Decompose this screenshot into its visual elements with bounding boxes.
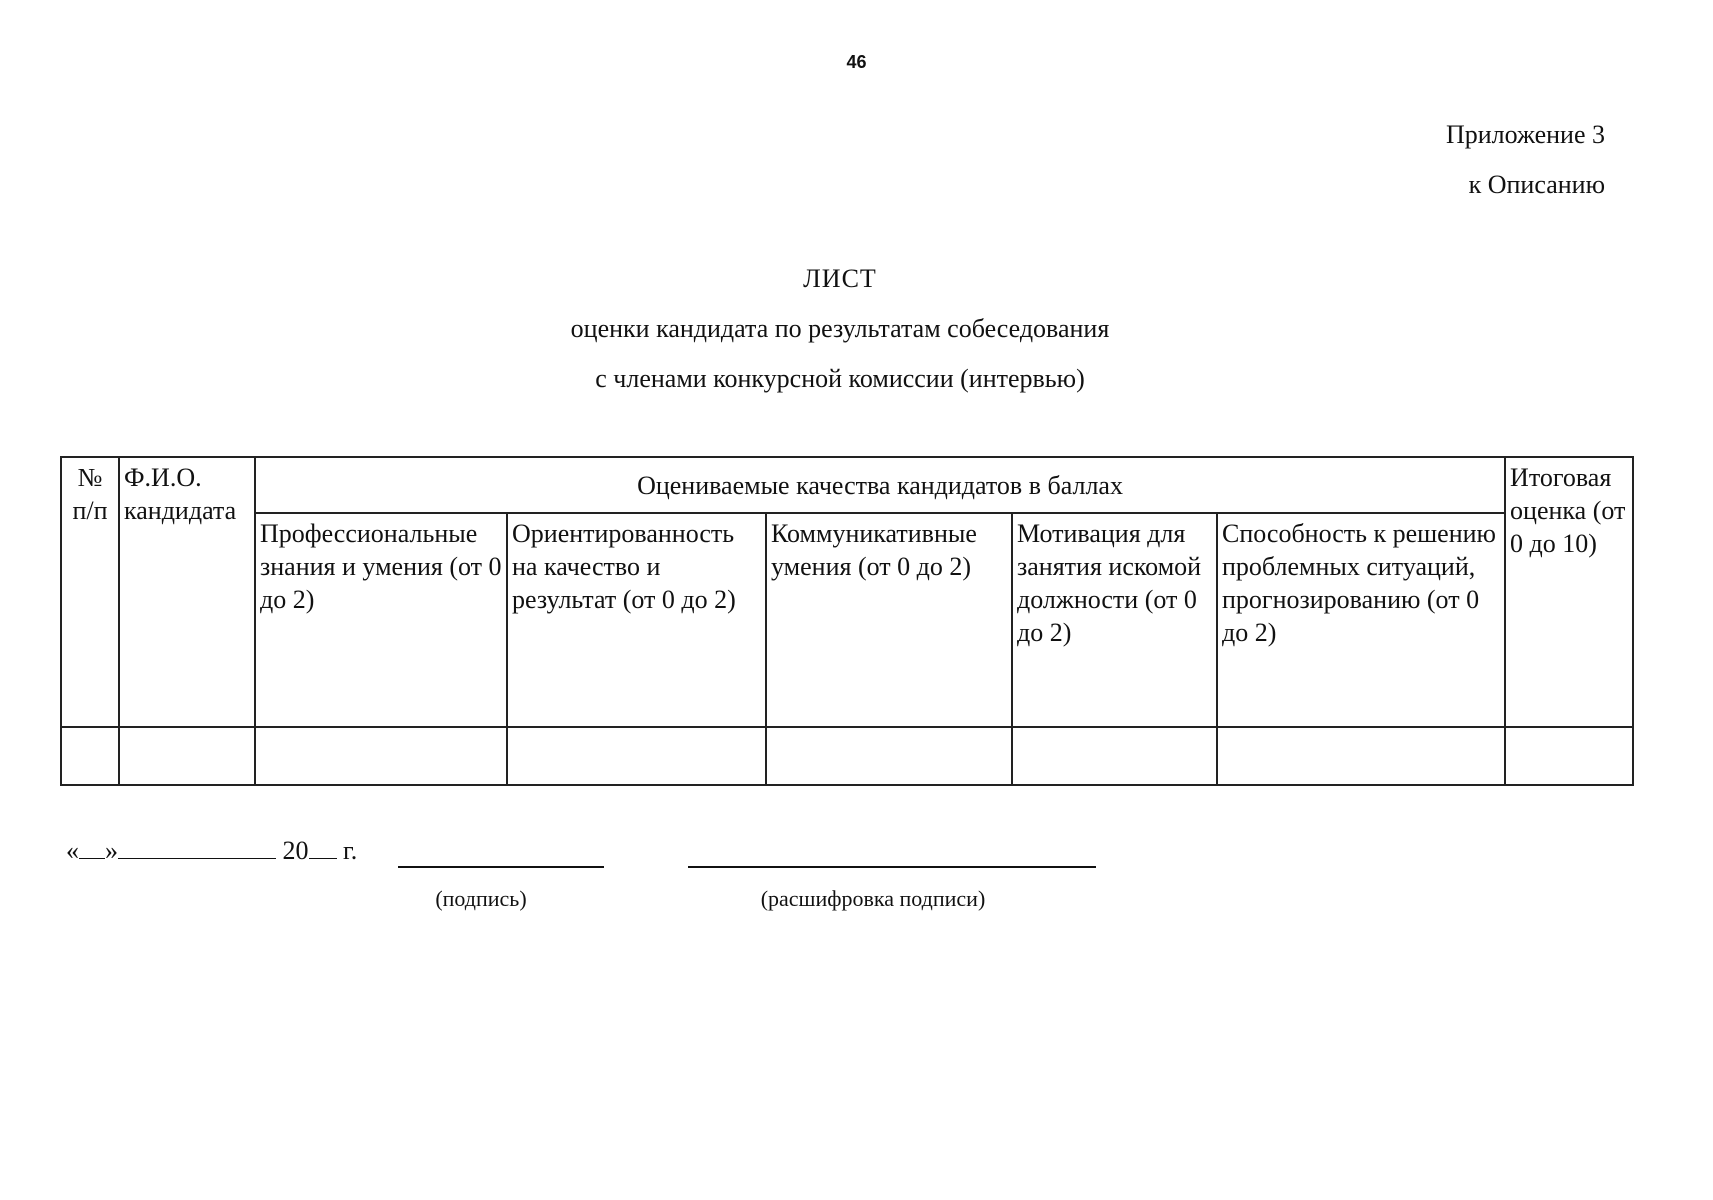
signature-footer: [0, 836, 1713, 916]
appendix-line-1: Приложение 3: [1445, 120, 1605, 149]
title-line-3: с членами конкурсной комиссии (интервью): [595, 364, 1085, 393]
criterion-motivation: Мотивация для занятия искомой должности (от 0 до 2): [1012, 513, 1217, 727]
criterion-quality-orientation: Ориентированность на качество и результат (от 0 до 2): [507, 513, 766, 727]
date-field: [66, 836, 357, 866]
month-blank: [118, 836, 276, 859]
header-row: [61, 457, 1633, 513]
day-blank: [79, 836, 105, 859]
signature-line: [398, 866, 604, 868]
criterion-problem-solving: Способность к решению проблемных ситуаций, прогнозированию (от 0 до 2): [1217, 513, 1505, 727]
column-total-header: Итоговая оценка (от 0 до 10): [1505, 457, 1633, 727]
column-name-header: Ф.И.О. кандидата: [119, 457, 255, 727]
criterion-professional-knowledge: Профессиональные знания и умения (от 0 до 2): [255, 513, 507, 727]
criteria-header-row: [61, 513, 1633, 727]
cell-problem-solving[interactable]: [1217, 727, 1505, 785]
cell-number[interactable]: [61, 727, 119, 785]
cell-professional-knowledge[interactable]: [255, 727, 507, 785]
title-line-2: оценки кандидата по результатам собеседования: [570, 314, 1110, 343]
year-prefix: 20: [282, 836, 309, 865]
page-number: 46: [846, 52, 867, 72]
cell-communication-skills[interactable]: [766, 727, 1012, 785]
document-title: [0, 254, 1680, 404]
appendix-line-2: к Описанию: [1468, 170, 1605, 199]
year-suffix: г.: [343, 836, 358, 865]
cell-total-score[interactable]: [1505, 727, 1633, 785]
criterion-communication-skills: Коммуникативные умения (от 0 до 2): [766, 513, 1012, 727]
cell-quality-orientation[interactable]: [507, 727, 766, 785]
qualities-group-header: Оцениваемые качества кандидатов в баллах: [255, 457, 1505, 513]
date-open-quote: «: [66, 836, 79, 865]
year-blank: [309, 836, 337, 859]
date-close-quote: »: [105, 836, 118, 865]
column-number-header: № п/п: [61, 457, 119, 727]
title-main: ЛИСТ: [803, 264, 877, 293]
decryption-line: [688, 866, 1096, 868]
decryption-caption: (расшифровка подписи): [760, 886, 986, 911]
evaluation-table: [60, 456, 1634, 786]
cell-motivation[interactable]: [1012, 727, 1217, 785]
table-row: [61, 727, 1633, 785]
signature-caption: (подпись): [435, 886, 527, 911]
appendix-note: [1446, 110, 1605, 210]
cell-candidate-name[interactable]: [119, 727, 255, 785]
